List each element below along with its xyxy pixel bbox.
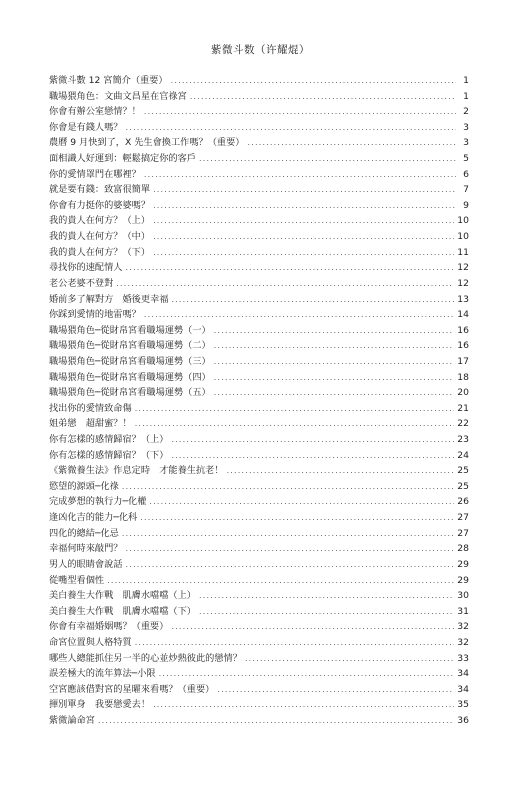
toc-dot-leader xyxy=(153,182,456,198)
toc-entry-title: 美白養生大作戰 肌膚水噹噹（下） xyxy=(49,605,196,617)
toc-entry-title: 幸福何時來敲門？ xyxy=(49,543,123,555)
toc-entry-page-number: 1 xyxy=(463,90,469,102)
toc-entry[interactable] xyxy=(49,73,469,89)
toc-entry-title: 老公老婆不登對 xyxy=(49,277,114,289)
toc-dot-leader xyxy=(214,323,455,339)
toc-entry-page-number: 23 xyxy=(457,434,469,446)
toc-entry-title: 哪些人總能抓住另一半的心並炒熱彼此的戀情？ xyxy=(49,652,242,664)
toc-entry-page-number: 29 xyxy=(457,574,469,586)
toc-entry-page-number: 11 xyxy=(457,246,469,258)
toc-entry-page-number: 27 xyxy=(457,527,469,539)
toc-entry-page-number: 31 xyxy=(457,605,469,617)
toc-entry[interactable] xyxy=(49,120,469,136)
toc-entry[interactable] xyxy=(49,651,469,667)
toc-entry[interactable] xyxy=(49,557,469,573)
toc-entry-page-number: 30 xyxy=(457,590,469,602)
toc-entry[interactable] xyxy=(49,229,469,245)
toc-dot-leader xyxy=(214,354,455,370)
toc-dot-leader xyxy=(107,573,454,589)
toc-entry-title: 你會有力挺你的婆婆嗎？ xyxy=(49,199,151,211)
toc-dot-leader xyxy=(144,167,456,183)
toc-entry[interactable] xyxy=(49,89,469,105)
toc-dot-leader xyxy=(153,245,454,261)
toc-entry-page-number: 18 xyxy=(457,371,469,383)
toc-entry-page-number: 16 xyxy=(457,324,469,336)
toc-entry-page-number: 20 xyxy=(457,387,469,399)
toc-entry[interactable] xyxy=(49,682,469,698)
toc-entry[interactable] xyxy=(49,619,469,635)
toc-entry-page-number: 2 xyxy=(463,106,469,118)
toc-entry[interactable] xyxy=(49,573,469,589)
document-title: 紫微斗数（许耀焜） xyxy=(211,44,310,56)
toc-entry-title: 美白養生大作戰 肌膚水噹噹（上） xyxy=(49,590,196,602)
toc-dot-leader xyxy=(149,494,454,510)
toc-entry-page-number: 29 xyxy=(457,558,469,570)
toc-entry[interactable] xyxy=(49,416,469,432)
toc-entry-title: 你有怎樣的感情歸宿？（下） xyxy=(49,449,169,461)
toc-entry-page-number: 6 xyxy=(463,168,469,180)
toc-entry[interactable] xyxy=(49,245,469,261)
toc-dot-leader xyxy=(190,89,456,105)
toc-dot-leader xyxy=(122,526,454,542)
toc-entry-title: 你的愛情罩門在哪裡？ xyxy=(49,168,141,180)
toc-entry-page-number: 26 xyxy=(457,496,469,508)
toc-entry-page-number: 10 xyxy=(457,215,469,227)
toc-entry-title: 從嘴型看個性 xyxy=(49,574,105,586)
toc-dot-leader xyxy=(171,619,454,635)
toc-dot-leader xyxy=(171,73,456,89)
toc-entry-title: 職場猥角色─從財帛宮看職場運勢（三） xyxy=(49,355,211,367)
toc-entry-title: 《紫微養生法》作息定時 才能養生抗老！ xyxy=(49,465,224,477)
toc-dot-leader xyxy=(245,651,454,667)
toc-entry-title: 揮別單身 我要戀愛去！ xyxy=(49,699,151,711)
toc-dot-leader xyxy=(247,135,456,151)
toc-dot-leader xyxy=(140,510,454,526)
toc-dot-leader xyxy=(217,682,454,698)
toc-dot-leader xyxy=(214,338,455,354)
toc-entry-page-number: 32 xyxy=(457,636,469,648)
toc-entry-page-number: 34 xyxy=(457,668,469,680)
toc-entry[interactable] xyxy=(49,213,469,229)
toc-entry[interactable] xyxy=(49,104,469,120)
toc-entry[interactable] xyxy=(49,448,469,464)
toc-entry[interactable] xyxy=(49,338,469,354)
toc-entry[interactable] xyxy=(49,588,469,604)
toc-entry-title: 你有怎樣的感情歸宿？（上） xyxy=(49,434,169,446)
toc-dot-leader xyxy=(199,604,454,620)
toc-entry[interactable] xyxy=(49,354,469,370)
toc-entry[interactable] xyxy=(49,151,469,167)
toc-entry-title: 就是要有錢：致富很簡單 xyxy=(49,184,151,196)
toc-entry-title: 農曆 9 月快到了，X 先生會換工作嗎？（重要） xyxy=(49,137,245,149)
toc-entry-title: 紫微斗數 12 宮簡介（重要） xyxy=(49,75,168,86)
toc-dot-leader xyxy=(171,292,454,308)
toc-dot-leader xyxy=(116,276,454,292)
toc-entry[interactable] xyxy=(49,479,469,495)
toc-dot-leader xyxy=(126,541,455,557)
toc-entry-title: 空宮應該借對宮的星曜來看嗎？（重要） xyxy=(49,683,215,695)
toc-entry[interactable] xyxy=(49,370,469,386)
toc-entry-title: 你會有辦公室戀情？！ xyxy=(49,106,141,118)
toc-entry[interactable] xyxy=(49,276,469,292)
toc-dot-leader xyxy=(214,370,455,386)
toc-entry-page-number: 32 xyxy=(457,621,469,633)
toc-entry-page-number: 5 xyxy=(463,153,469,165)
toc-dot-leader xyxy=(144,104,456,120)
toc-entry[interactable] xyxy=(49,463,469,479)
toc-dot-leader xyxy=(135,416,455,432)
toc-entry-title: 婚前多了解對方 婚後更幸福 xyxy=(49,293,169,305)
toc-entry[interactable] xyxy=(49,260,469,276)
toc-entry-page-number: 12 xyxy=(457,262,469,274)
toc-entry-page-number: 28 xyxy=(457,543,469,555)
toc-entry-page-number: 3 xyxy=(463,137,469,149)
toc-dot-leader xyxy=(171,432,454,448)
toc-entry-page-number: 12 xyxy=(457,277,469,289)
toc-entry-page-number: 1 xyxy=(463,75,469,86)
toc-entry[interactable] xyxy=(49,307,469,323)
toc-dot-leader xyxy=(153,229,454,245)
toc-entry-title: 職場猥角色─從財帛宮看職場運勢（五） xyxy=(49,387,211,399)
toc-entry[interactable] xyxy=(49,604,469,620)
toc-entry[interactable] xyxy=(49,541,469,557)
toc-dot-leader xyxy=(199,588,454,604)
toc-entry-page-number: 25 xyxy=(457,480,469,492)
toc-dot-leader xyxy=(171,448,454,464)
toc-entry-title: 職場猥角色─從財帛宮看職場運勢（一） xyxy=(49,324,211,336)
toc-entry[interactable] xyxy=(49,385,469,401)
toc-dot-leader xyxy=(153,213,454,229)
toc-dot-leader xyxy=(135,635,455,651)
toc-dot-leader xyxy=(199,151,456,167)
toc-entry[interactable] xyxy=(49,167,469,183)
toc-entry-page-number: 33 xyxy=(457,652,469,664)
toc-entry-title: 姐弟戀 超甜蜜？！ xyxy=(49,418,132,430)
toc-entry[interactable] xyxy=(49,401,469,417)
toc-entry-title: 職場猥角色─從財帛宮看職場運勢（二） xyxy=(49,340,211,352)
toc-entry-title: 我的貴人在何方？（中） xyxy=(49,231,151,243)
toc-dot-leader xyxy=(126,120,457,136)
toc-entry[interactable] xyxy=(49,697,469,713)
toc-entry-page-number: 17 xyxy=(457,355,469,367)
toc-entry-page-number: 13 xyxy=(457,293,469,305)
toc-entry-title: 面相識人好運到：輕鬆搞定你的客戶 xyxy=(49,153,196,165)
toc-dot-leader xyxy=(126,557,455,573)
toc-dot-leader xyxy=(144,307,454,323)
toc-entry-page-number: 24 xyxy=(457,449,469,461)
toc-entry-title: 我的貴人在何方？（上） xyxy=(49,215,151,227)
toc-entry[interactable] xyxy=(49,713,469,729)
toc-entry-title: 四化的總結─化忌 xyxy=(49,527,119,539)
toc-entry[interactable] xyxy=(49,666,469,682)
toc-dot-leader xyxy=(135,401,455,417)
toc-entry[interactable] xyxy=(49,135,469,151)
toc-entry-page-number: 9 xyxy=(463,199,469,211)
toc-dot-leader xyxy=(126,260,455,276)
toc-entry-title: 職場猥角色─從財帛宮看職場運勢（四） xyxy=(49,371,211,383)
toc-entry-page-number: 35 xyxy=(457,699,469,711)
toc-entry[interactable] xyxy=(49,494,469,510)
toc-entry-page-number: 14 xyxy=(457,309,469,321)
toc-entry[interactable] xyxy=(49,198,469,214)
toc-entry-page-number: 22 xyxy=(457,418,469,430)
toc-entry-title: 男人的眼睛會說話 xyxy=(49,558,123,570)
toc-entry-title: 我的貴人在何方？（下） xyxy=(49,246,151,258)
toc-entry-page-number: 10 xyxy=(457,231,469,243)
toc-entry[interactable] xyxy=(49,432,469,448)
toc-entry[interactable] xyxy=(49,635,469,651)
toc-entry-page-number: 16 xyxy=(457,340,469,352)
toc-entry-page-number: 36 xyxy=(457,714,469,726)
toc-entry[interactable] xyxy=(49,323,469,339)
toc-entry-page-number: 21 xyxy=(457,402,469,414)
toc-dot-leader xyxy=(227,463,455,479)
toc-entry-title: 找出你的愛情致命傷 xyxy=(49,402,132,414)
toc-dot-leader xyxy=(153,198,456,214)
toc-entry-page-number: 25 xyxy=(457,465,469,477)
toc-entry-page-number: 27 xyxy=(457,512,469,524)
toc-entry-title: 你踩到愛情的地雷嗎？ xyxy=(49,309,141,321)
toc-entry-page-number: 3 xyxy=(463,121,469,133)
toc-entry-page-number: 34 xyxy=(457,683,469,695)
toc-entry[interactable] xyxy=(49,182,469,198)
toc-dot-leader xyxy=(122,479,454,495)
toc-dot-leader xyxy=(159,666,455,682)
toc-entry-page-number: 7 xyxy=(463,184,469,196)
toc-entry-title: 你會是有錢人嗎？ xyxy=(49,121,123,133)
toc-dot-leader xyxy=(214,385,455,401)
toc-dot-leader xyxy=(98,713,454,729)
toc-entry[interactable] xyxy=(49,510,469,526)
toc-entry[interactable] xyxy=(49,526,469,542)
toc-entry-title: 完成夢想的執行力─化權 xyxy=(49,496,147,508)
table-of-contents xyxy=(49,73,469,729)
toc-entry-title: 誤差極大的流年算法─小限 xyxy=(49,668,156,680)
toc-entry[interactable] xyxy=(49,292,469,308)
toc-entry-title: 紫微論命宮 xyxy=(49,714,95,726)
toc-entry-title: 尋找你的速配情人 xyxy=(49,262,123,274)
toc-entry-title: 逢凶化吉的能力─化科 xyxy=(49,512,138,524)
toc-entry-title: 職場猥角色：文曲文昌星在官祿宮 xyxy=(49,90,187,102)
toc-entry-title: 慾望的源頭─化祿 xyxy=(49,480,119,492)
toc-entry-title: 你會有幸福婚姻嗎？（重要） xyxy=(49,621,169,633)
toc-dot-leader xyxy=(153,697,454,713)
toc-entry-title: 命宮位置與人格特質 xyxy=(49,636,132,648)
